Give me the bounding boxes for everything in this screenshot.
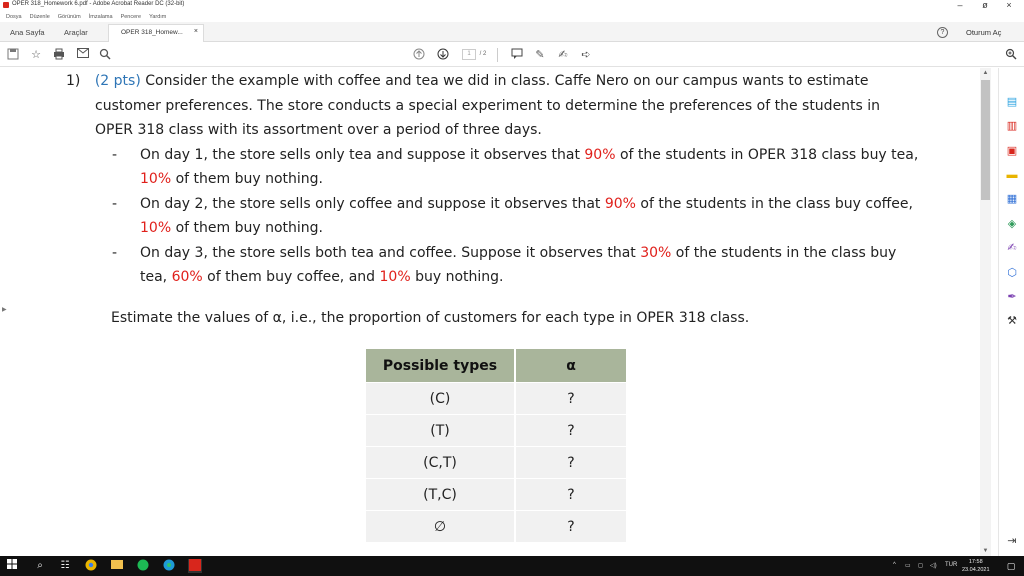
sign-in-link[interactable]: Oturum Aç — [966, 28, 1002, 37]
send-for-signature-icon[interactable]: ✒ — [1007, 291, 1017, 303]
table-row — [366, 414, 626, 446]
clock-date: 23.04.2021 — [962, 567, 990, 573]
windows-start-icon[interactable] — [5, 559, 19, 573]
close-tab-icon[interactable]: × — [193, 28, 198, 35]
edit-pdf-icon[interactable]: ▣ — [1006, 145, 1018, 157]
window-title: OPER 318_Homework 6.pdf - Adobe Acrobat Reader DC (32-bit) — [12, 1, 185, 7]
table-cell-type: (T,C) — [366, 478, 514, 510]
notifications-icon[interactable]: ▢ — [1006, 561, 1016, 571]
input-language[interactable]: TUR — [945, 562, 958, 568]
bullet-dash: - — [112, 147, 118, 163]
menu-window[interactable]: Pencere — [120, 13, 142, 20]
question-line-3: OPER 318 class with its assortment over a period of three days. — [95, 122, 542, 138]
export-pdf-icon[interactable]: ▤ — [1006, 96, 1018, 108]
acrobat-taskbar-icon[interactable] — [188, 559, 202, 573]
question-line-2: customer preferences. The store conducts a special experiment to determine the preferences of the students in — [95, 98, 881, 114]
next-page-icon[interactable] — [436, 48, 450, 62]
bullet-3-text-b: of the students in the class buy — [675, 245, 897, 261]
document-viewport[interactable] — [0, 68, 980, 556]
scroll-down-icon[interactable]: ▼ — [982, 548, 989, 554]
table-cell-type: ∅ — [366, 510, 514, 542]
close-window-button[interactable]: × — [1006, 0, 1012, 10]
windows-taskbar — [0, 556, 1024, 576]
table-header-alpha: α — [516, 349, 626, 382]
toolbar-divider — [497, 48, 498, 62]
bullet-2-text-a: On day 2, the store sells only coffee and suppose it observes that — [140, 196, 601, 212]
menu-help[interactable]: Yardım — [149, 13, 167, 20]
file-explorer-icon[interactable] — [110, 559, 124, 573]
network-icon[interactable]: ◻ — [918, 563, 923, 569]
bullet-dash: - — [112, 196, 118, 212]
bullet-1-line-1 — [140, 147, 918, 163]
table-cell-alpha: ? — [516, 510, 626, 542]
vertical-scrollbar[interactable] — [980, 68, 991, 556]
help-icon[interactable]: ? — [937, 27, 948, 38]
spotify-icon[interactable] — [136, 559, 150, 573]
bullet-1-percent-nothing: 10% — [140, 171, 172, 187]
bullet-3-text-d: of them buy coffee, and — [207, 269, 376, 285]
sign-icon[interactable]: ✍ — [558, 49, 568, 61]
bullet-1-percent-tea: 90% — [584, 147, 616, 163]
clock-time: 17:58 — [968, 559, 983, 565]
create-pdf-icon[interactable]: ▥ — [1006, 120, 1018, 132]
table-row — [366, 510, 626, 542]
right-tools-pane — [998, 68, 1024, 556]
table-cell-type: (C) — [366, 382, 514, 414]
scroll-up-icon[interactable]: ▲ — [982, 70, 989, 76]
estimate-instruction: Estimate the values of α, i.e., the proportion of customers for each type in OPER 318 class. — [111, 310, 750, 326]
title-bar — [0, 0, 1024, 11]
bullet-1-text-a: On day 1, the store sells only tea and suppose it observes that — [140, 147, 580, 163]
table-cell-type: (C,T) — [366, 446, 514, 478]
question-points: (2 pts) — [94, 73, 141, 89]
page-total: / 2 — [479, 51, 487, 57]
table-row — [366, 478, 626, 510]
fill-sign-icon[interactable]: ✍ — [1007, 242, 1017, 254]
bullet-1-text-b: of the students in OPER 318 class buy tea, — [619, 147, 919, 163]
search-icon[interactable]: ⌕ — [37, 560, 43, 571]
tab-tools[interactable]: Araçlar — [64, 28, 88, 37]
minimize-button[interactable]: – — [957, 0, 963, 10]
tray-chevron-icon[interactable]: ^ — [893, 562, 896, 568]
question-text-1: Consider the example with coffee and tea we did in class. Caffe Nero on our campus wants to estimate — [145, 73, 869, 89]
bullet-1-line-2 — [140, 171, 323, 187]
edge-icon[interactable] — [162, 559, 176, 573]
bullet-dash: - — [112, 245, 118, 261]
table-cell-type: (T) — [366, 414, 514, 446]
print-icon[interactable] — [52, 48, 66, 62]
bullet-3-text-a: On day 3, the store sells both tea and coffee. Suppose it observes that — [140, 245, 636, 261]
battery-icon[interactable]: ▭ — [905, 563, 911, 569]
zoom-icon[interactable] — [1004, 48, 1018, 62]
bullet-2-text-b: of the students in the class buy coffee, — [640, 196, 913, 212]
table-cell-alpha: ? — [516, 382, 626, 414]
menu-sign[interactable]: İmzalama — [88, 13, 113, 20]
left-panel-toggle-icon[interactable]: ▶ — [2, 307, 7, 313]
tab-home[interactable]: Ana Sayfa — [10, 28, 45, 37]
types-table — [364, 349, 628, 542]
menu-bar — [0, 11, 1024, 22]
highlight-pen-icon[interactable]: ✎ — [535, 49, 545, 61]
chrome-icon[interactable] — [84, 559, 98, 573]
more-tools-icon[interactable]: ⚒ — [1007, 315, 1017, 327]
scrollbar-thumb[interactable] — [981, 80, 990, 200]
bullet-2-percent-coffee: 90% — [604, 196, 636, 212]
bullet-2-line-1 — [140, 196, 913, 212]
tab-document-label: OPER 318_Homew... — [121, 29, 183, 36]
task-view-icon[interactable]: ☷ — [60, 560, 70, 571]
bullet-3-line-2 — [140, 269, 504, 285]
comment-tool-icon[interactable]: ▬ — [1006, 169, 1018, 181]
save-icon[interactable] — [6, 48, 20, 62]
protect-icon[interactable]: ⬡ — [1007, 267, 1017, 279]
maximize-button[interactable]: ø — [982, 0, 988, 10]
toolbar — [0, 43, 1024, 67]
menu-view[interactable]: Görünüm — [57, 13, 81, 20]
comment-icon[interactable] — [510, 48, 524, 62]
page-indicator — [462, 49, 486, 60]
menu-edit[interactable]: Düzenle — [29, 13, 50, 20]
question-number: 1) — [66, 73, 81, 89]
table-row — [366, 382, 626, 414]
collapse-pane-icon[interactable]: ⇥ — [1007, 535, 1017, 547]
table-cell-alpha: ? — [516, 414, 626, 446]
bullet-2-text-c: of them buy nothing. — [175, 220, 323, 236]
table-header-types: Possible types — [366, 349, 514, 382]
acrobat-app-icon — [3, 2, 9, 8]
search-icon[interactable] — [98, 48, 112, 62]
table-row — [366, 446, 626, 478]
bullet-2-percent-nothing: 10% — [140, 220, 172, 236]
menu-file[interactable]: Dosya — [6, 13, 22, 20]
bullet-3-percent-tea: 30% — [640, 245, 672, 261]
combine-files-icon[interactable]: ▦ — [1006, 193, 1018, 205]
clock[interactable] — [962, 558, 990, 574]
bullet-3-text-e: buy nothing. — [415, 269, 504, 285]
bullet-3-percent-nothing: 10% — [379, 269, 411, 285]
page-number-input[interactable]: 1 — [462, 49, 476, 60]
bullet-3-line-1 — [140, 245, 896, 261]
table-cell-alpha: ? — [516, 446, 626, 478]
volume-icon[interactable]: ◁) — [930, 563, 937, 569]
bullet-3-text-c: tea, — [140, 269, 168, 285]
bullet-1-text-c: of them buy nothing. — [175, 171, 323, 187]
email-icon[interactable] — [76, 48, 90, 62]
share-icon[interactable]: ➪ — [581, 49, 591, 61]
table-cell-alpha: ? — [516, 478, 626, 510]
organize-pages-icon[interactable]: ◈ — [1007, 218, 1017, 230]
question-line-1 — [66, 73, 868, 89]
previous-page-icon[interactable] — [412, 48, 426, 62]
tab-bar — [0, 22, 1024, 42]
tab-document[interactable] — [108, 24, 204, 42]
bookmark-star-icon[interactable]: ☆ — [31, 49, 41, 61]
bullet-3-percent-coffee: 60% — [171, 269, 203, 285]
bullet-2-line-2 — [140, 220, 323, 236]
